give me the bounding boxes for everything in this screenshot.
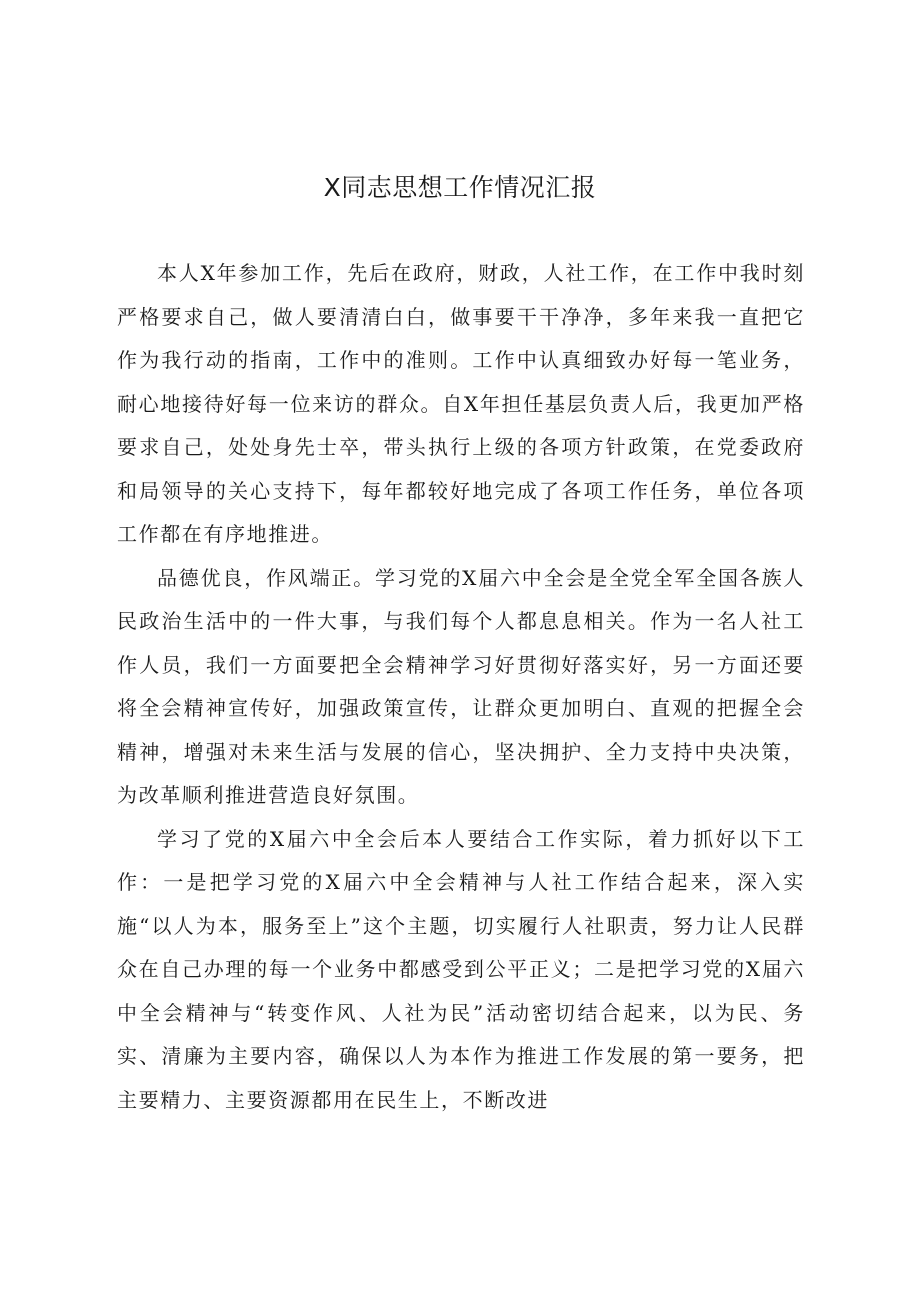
- paragraph-3: 学习了党的X届六中全会后本人要结合工作实际，着力抓好以下工作：一是把学习党的X届六中全会精神与人社工作结合起来，深入实施“以人为本，服务至上”这个主题，切实履行人社职责，努力让人民群众在自己办理的每一个业务中都感受到公平正义；二是把学习党的X届六中全会精神与“转变作风、人社为民”活动密切结合起来，以为民、务实、清廉为主要内容，确保以人为本作为推进工作发展的第一要务，把主要精力、主要资源都用在民生上，不断改进: [117, 826, 805, 1112]
- document-body: [117, 252, 805, 1122]
- paragraph-2: 品德优良，作风端正。学习党的X届六中全会是全党全军全国各族人民政治生活中的一件大事，与我们每个人都息息相关。作为一名人社工作人员，我们一方面要把全会精神学习好贯彻好落实好，另一方面还要将全会精神宣传好，加强政策宣传，让群众更加明白、直观的把握全会精神，增强对未来生活与发展的信心，坚决拥护、全力支持中央决策，为改革顺利推进营造良好氛围。: [117, 565, 805, 807]
- paragraph-1: 本人X年参加工作，先后在政府，财政，人社工作，在工作中我时刻严格要求自己，做人要清清白白，做事要干干净净，多年来我一直把它作为我行动的指南，工作中的准则。工作中认真细致办好每一笔业务，耐心地接待好每一位来访的群众。自X年担任基层负责人后，我更加严格要求自己，处处身先士卒，带头执行上级的各项方针政策，在党委政府和局领导的关心支持下，每年都较好地完成了各项工作任务，单位各项工作都在有序地推进。: [117, 261, 805, 546]
- document-title: X同志思想工作情况汇报: [323, 173, 597, 202]
